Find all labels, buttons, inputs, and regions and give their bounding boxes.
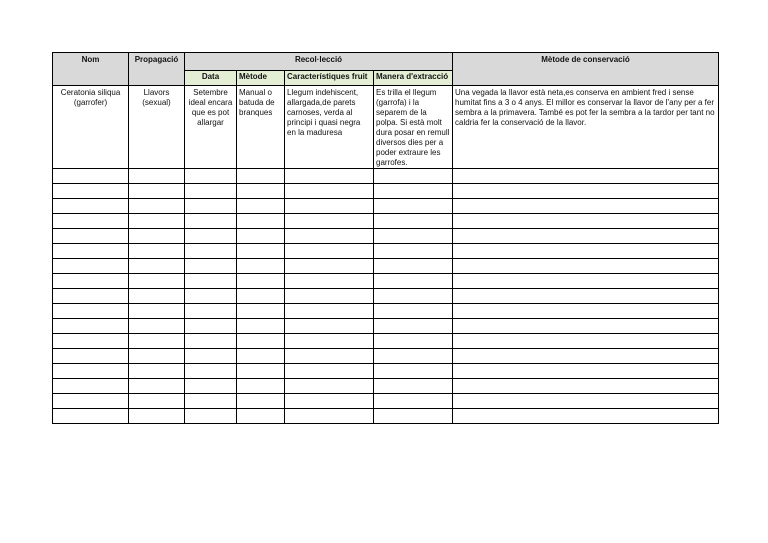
empty-cell	[237, 319, 285, 334]
empty-cell	[237, 304, 285, 319]
empty-cell	[453, 379, 719, 394]
empty-cell	[374, 349, 453, 364]
empty-row	[53, 364, 719, 379]
empty-cell	[285, 259, 374, 274]
subheader-manera: Manera d'extracció	[374, 71, 453, 86]
empty-cell	[453, 229, 719, 244]
empty-cell	[237, 259, 285, 274]
empty-row	[53, 169, 719, 184]
empty-row	[53, 259, 719, 274]
empty-cell	[53, 214, 129, 229]
empty-cell	[129, 379, 185, 394]
empty-cell	[453, 349, 719, 364]
empty-cell	[53, 274, 129, 289]
empty-cell	[185, 214, 237, 229]
empty-cell	[129, 214, 185, 229]
empty-cell	[237, 199, 285, 214]
empty-cell	[129, 394, 185, 409]
empty-row	[53, 244, 719, 259]
empty-cell	[237, 379, 285, 394]
empty-cell	[53, 184, 129, 199]
empty-cell	[453, 394, 719, 409]
empty-cell	[285, 184, 374, 199]
header-row	[53, 53, 719, 71]
empty-cell	[53, 244, 129, 259]
empty-cell	[453, 409, 719, 424]
empty-cell	[129, 304, 185, 319]
empty-cell	[53, 289, 129, 304]
empty-row	[53, 349, 719, 364]
empty-row	[53, 379, 719, 394]
empty-row	[53, 319, 719, 334]
empty-cell	[129, 334, 185, 349]
cell-manera: Es trilla el llegum (garrofa) i la separem de la polpa. Si està molt dura posar en remull diversos dies per a poder extraure les garrofes.	[374, 86, 453, 169]
empty-cell	[185, 409, 237, 424]
empty-cell	[237, 289, 285, 304]
empty-cell	[453, 214, 719, 229]
conservation-table	[52, 52, 719, 424]
empty-cell	[285, 349, 374, 364]
empty-cell	[374, 394, 453, 409]
empty-cell	[453, 364, 719, 379]
empty-cell	[129, 259, 185, 274]
empty-cell	[185, 334, 237, 349]
empty-cell	[285, 334, 374, 349]
empty-cell	[453, 169, 719, 184]
empty-cell	[453, 319, 719, 334]
cell-metode: Manual o batuda de branques	[237, 86, 285, 169]
empty-cell	[53, 349, 129, 364]
empty-cell	[374, 364, 453, 379]
empty-cell	[53, 304, 129, 319]
empty-cell	[129, 409, 185, 424]
empty-cell	[237, 169, 285, 184]
empty-cell	[129, 274, 185, 289]
empty-cell	[129, 349, 185, 364]
empty-cell	[185, 184, 237, 199]
empty-cell	[374, 184, 453, 199]
empty-cell	[129, 184, 185, 199]
empty-cell	[374, 319, 453, 334]
empty-cell	[129, 319, 185, 334]
empty-cell	[53, 409, 129, 424]
empty-cell	[285, 274, 374, 289]
empty-cell	[374, 379, 453, 394]
empty-cell	[285, 409, 374, 424]
empty-cell	[53, 169, 129, 184]
empty-cell	[237, 214, 285, 229]
empty-cell	[285, 304, 374, 319]
empty-cell	[237, 364, 285, 379]
empty-cell	[185, 274, 237, 289]
subheader-metode: Mètode	[237, 71, 285, 86]
empty-cell	[185, 349, 237, 364]
empty-cell	[185, 259, 237, 274]
empty-cell	[129, 199, 185, 214]
empty-cell	[453, 244, 719, 259]
empty-cell	[285, 169, 374, 184]
empty-row	[53, 394, 719, 409]
empty-cell	[374, 274, 453, 289]
empty-cell	[237, 229, 285, 244]
empty-cell	[129, 244, 185, 259]
empty-cell	[129, 169, 185, 184]
empty-row	[53, 274, 719, 289]
subheader-data: Data	[185, 71, 237, 86]
empty-cell	[285, 394, 374, 409]
table-row	[53, 86, 719, 169]
empty-cell	[185, 229, 237, 244]
cell-caracteristiques: Llegum indehiscent, allargada,de parets carnoses, verda al principi i quasi negra en la maduresa	[285, 86, 374, 169]
empty-row	[53, 199, 719, 214]
empty-cell	[185, 364, 237, 379]
empty-cell	[53, 199, 129, 214]
empty-cell	[374, 199, 453, 214]
empty-cell	[129, 229, 185, 244]
empty-cell	[185, 304, 237, 319]
empty-cell	[237, 334, 285, 349]
empty-cell	[237, 394, 285, 409]
empty-cell	[237, 184, 285, 199]
empty-cell	[453, 334, 719, 349]
empty-cell	[185, 244, 237, 259]
empty-cell	[53, 394, 129, 409]
empty-cell	[453, 289, 719, 304]
empty-cell	[453, 259, 719, 274]
cell-data: Setembre ideal encara que es pot allargar	[185, 86, 237, 169]
empty-row	[53, 334, 719, 349]
empty-cell	[285, 379, 374, 394]
empty-row	[53, 214, 719, 229]
empty-cell	[53, 319, 129, 334]
cell-nom: Ceratonia siliqua (garrofer)	[53, 86, 129, 169]
empty-row	[53, 289, 719, 304]
subheader-caracteristiques: Característiques fruit	[285, 71, 374, 86]
empty-row	[53, 184, 719, 199]
header-metode-conservacio: Mètode de conservació	[453, 53, 719, 86]
empty-cell	[285, 319, 374, 334]
empty-cell	[285, 229, 374, 244]
empty-cell	[185, 319, 237, 334]
empty-row	[53, 229, 719, 244]
empty-cell	[285, 199, 374, 214]
empty-cell	[453, 199, 719, 214]
empty-cell	[374, 409, 453, 424]
empty-cell	[374, 214, 453, 229]
empty-cell	[53, 229, 129, 244]
empty-cell	[185, 394, 237, 409]
empty-cell	[237, 274, 285, 289]
empty-cell	[374, 304, 453, 319]
empty-cell	[374, 229, 453, 244]
empty-cell	[185, 199, 237, 214]
header-nom: Nom	[53, 53, 129, 86]
empty-cell	[237, 349, 285, 364]
empty-cell	[237, 244, 285, 259]
empty-cell	[185, 379, 237, 394]
empty-cell	[53, 364, 129, 379]
header-recoleccio: Recol·lecció	[185, 53, 453, 71]
header-propagacio: Propagació	[129, 53, 185, 86]
empty-cell	[285, 214, 374, 229]
empty-row	[53, 304, 719, 319]
empty-cell	[285, 364, 374, 379]
empty-cell	[185, 289, 237, 304]
empty-cell	[129, 289, 185, 304]
empty-cell	[453, 184, 719, 199]
empty-cell	[374, 334, 453, 349]
empty-cell	[453, 274, 719, 289]
empty-cell	[185, 169, 237, 184]
empty-cell	[374, 289, 453, 304]
empty-cell	[453, 304, 719, 319]
empty-cell	[53, 259, 129, 274]
empty-cell	[374, 259, 453, 274]
empty-cell	[285, 244, 374, 259]
empty-cell	[285, 289, 374, 304]
empty-cell	[237, 409, 285, 424]
empty-cell	[129, 364, 185, 379]
empty-cell	[374, 244, 453, 259]
empty-row	[53, 409, 719, 424]
empty-cell	[53, 379, 129, 394]
cell-propagacio: Llavors (sexual)	[129, 86, 185, 169]
cell-conservacio: Una vegada la llavor està neta,es conserva en ambient fred i sense humitat fins a 3 o 4 anys. El millor es conservar la llavor de l'any per a fer sembra a la primavera. També es pot fer la sembra a la tardor per tant no caldria fer la conservació de la llavor.	[453, 86, 719, 169]
empty-cell	[374, 169, 453, 184]
empty-cell	[53, 334, 129, 349]
